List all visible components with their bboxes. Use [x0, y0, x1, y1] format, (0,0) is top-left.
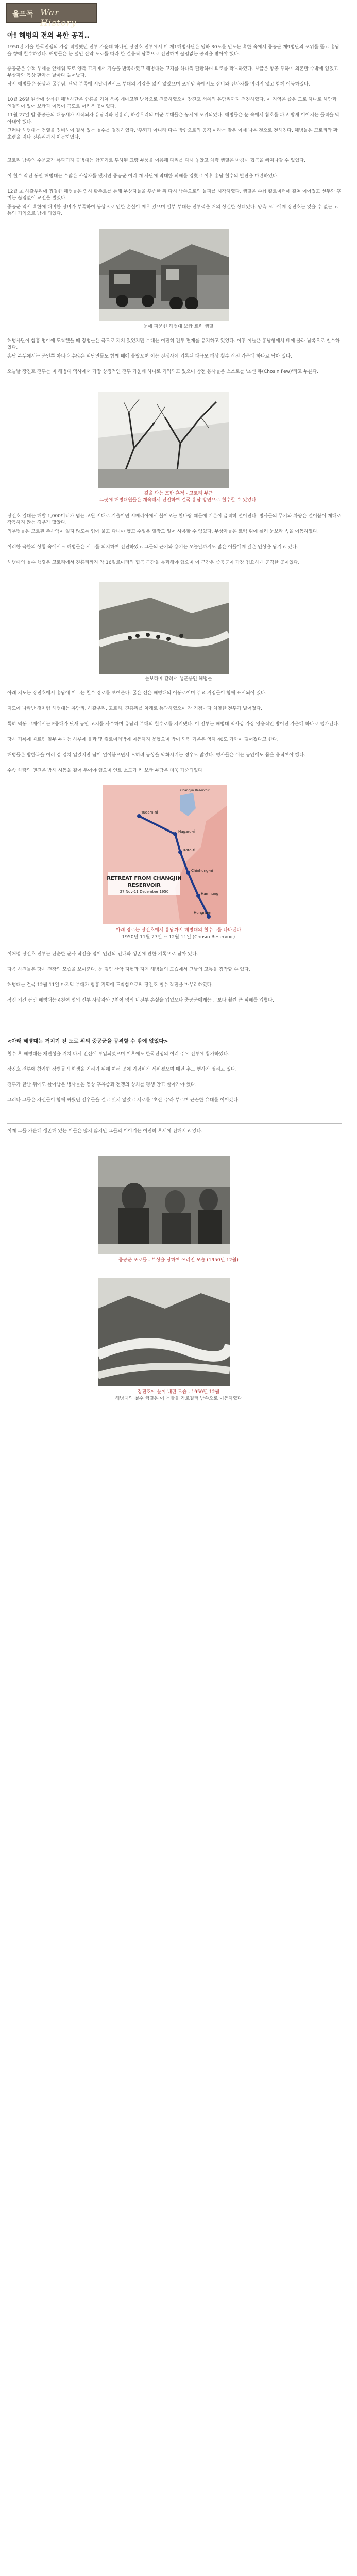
- photo-caption: 중공군 포로들 - 부상을 당하여 쓰러진 모습 (1950년 12월): [118, 1258, 239, 1263]
- paragraph: 12월 초 하갈우리에 집결한 해병들은 임시 활주로를 통해 부상자들을 후송한 뒤 다시 남쪽으로의 돌파를 시작하였다. 행렬은 수십 킬로미터에 걸쳐 이어졌고 선두와 후미는 끊임없이 교전을 벌였다.: [7, 189, 342, 201]
- paragraph: 해병대는 결국 12월 11일 마지막 부대가 함흥 지역에 도착함으로써 장진호 철수 작전을 마무리하였다.: [7, 982, 213, 988]
- photo-snow-march: [99, 582, 229, 674]
- map-place: Koto-ri: [183, 848, 196, 852]
- paragraph: 중공군은 수적 우세를 앞세워 도로 양측 고지에서 기습을 반복하였고 해병대는 고지를 하나씩 탈환하며 퇴로를 확보하였다. 보급은 항공 투하에 의존할 수밖에 없었고 부상자와 동상 환자는 날마다 늘어났다.: [7, 66, 338, 78]
- site-banner[interactable]: [6, 3, 97, 28]
- paragraph: 작전 기간 동안 해병대는 4천여 명의 전투 사상자와 7천여 명의 비전투 손실을 입었으나 중공군에게는 그보다 훨씬 큰 피해를 입혔다.: [7, 998, 274, 1003]
- map-caption: 아래 경로는 장진호에서 흥남까지 해병대의 철수로를 나타낸다: [115, 928, 242, 933]
- paragraph: 의무병들은 모르핀 주사액이 얼지 않도록 입에 물고 다녀야 했고 수혈용 혈장도 얼어 사용할 수 없었다. 부상자들은 트럭 위에 실려 눈보라 속을 이동하였다.: [7, 529, 319, 534]
- paragraph: 특히 덕동 고개에서는 F중대가 닷새 동안 고지를 사수하며 유담리 부대의 철수로를 지켜냈다. 이 전투는 해병대 역사상 가장 영웅적인 방어전 가운데 하나로 평가된다.: [7, 722, 339, 727]
- map-place: Hungnam: [194, 911, 212, 915]
- paragraph: 이러한 극한의 상황 속에서도 해병들은 서로를 의지하며 전진하였고 그들의 끈기와 용기는 오늘날까지도 많은 이들에게 깊은 인상을 남기고 있다.: [7, 545, 298, 550]
- paragraph: 지도에 나타난 것처럼 해병대는 유담리, 하갈우리, 고토리, 진흥리를 차례로 통과하였으며 각 거점마다 치열한 전투가 벌어졌다.: [7, 706, 262, 711]
- photo-caption: 장진호에 눈이 내린 모습 - 1950년 12월: [137, 1389, 220, 1395]
- divider: [7, 1123, 342, 1124]
- map-place: Hagaru-ri: [178, 829, 195, 834]
- paragraph: 해병들은 방한복을 여러 겹 겹쳐 입었지만 땀이 얼어붙으면서 오히려 동상을 악화시키는 경우도 많았다. 병사들은 쉬는 동안에도 몸을 움직여야 했다.: [7, 753, 305, 758]
- paragraph: 1950년 겨울 한국전쟁의 가장 격렬했던 전투 가운데 하나인 장진호 전투에서 미 제1해병사단은 영하 30도를 밑도는 혹한 속에서 중공군 제9병단의 포위를 뚫고 흥남을 향해 철수하였다. 해병들은 눈 덮인 산악 도로를 따라 한 걸음씩 남쪽으로 전진하며 끊임없는 공격을 받아야 했다.: [7, 45, 339, 57]
- paragraph: 이제 그들 가운데 생존해 있는 이들은 많지 않지만 그들의 이야기는 여전히 후세에 전해지고 있다.: [7, 1129, 203, 1134]
- paragraph: 아래 지도는 장진호에서 흥남에 이르는 철수 경로를 보여준다. 굵은 선은 해병대의 이동로이며 주요 거점들이 함께 표시되어 있다.: [7, 691, 267, 696]
- banner-brand-left: 울프독: [12, 10, 33, 19]
- pull-quote: <아래 해병대는 거치기 전 도로 위의 중공군을 공격할 수 밖에 없었다>: [7, 1039, 168, 1044]
- paragraph: 당시 해병들은 동상과 굶주림, 탄약 부족에 시달리면서도 부대의 기강을 잃지 않았으며 포위망 속에서도 장비와 전사자를 버리지 않고 함께 이동하였다.: [7, 82, 310, 87]
- photo-caption: 눈에 파묻힌 해병대 보급 트럭 행렬: [143, 324, 214, 329]
- photo-caption: 길을 막는 포탄 흔적 - 고토리 부근: [144, 491, 213, 496]
- paragraph: 해병대의 철수 행렬은 고토리에서 진흥리까지 약 16킬로미터의 협곡 구간을 통과해야 했으며 이 구간은 중공군이 가장 집요하게 공격한 곳이었다.: [7, 560, 300, 565]
- paragraph: 10월 26일 원산에 상륙한 해병사단은 함흥을 거쳐 북쪽 개마고원 방향으로 진출하였으며 장진호 서쪽의 유담리까지 전진하였다. 이 지역은 좁은 도로 하나로 해안과 연결되어 있어 보급과 이동이 극도로 어려운 곳이었다.: [7, 97, 337, 109]
- map-dates: 27 Nov-11 December 1950: [120, 890, 169, 894]
- paragraph: 이 철수 작전 동안 해병대는 수많은 사상자를 냈지만 중공군 여러 개 사단에 막대한 피해를 입혔고 이후 흥남 철수의 발판을 마련하였다.: [7, 174, 279, 179]
- paragraph: 고토리 남쪽의 수문교가 폭파되자 공병대는 항공기로 투하된 교량 부품을 이용해 다리를 다시 놓았고 차량 행렬은 마침내 협곡을 빠져나갈 수 있었다.: [7, 158, 305, 163]
- paragraph: 당시 기록에 따르면 일부 부대는 하루에 불과 몇 킬로미터밖에 이동하지 못했으며 밤이 되면 기온은 영하 40도 가까이 떨어졌다고 한다.: [7, 737, 279, 742]
- paragraph: 장진호 일대는 해발 1,000미터가 넘는 고원 지대로 겨울이면 시베리아에서 불어오는 찬바람 때문에 기온이 급격히 떨어진다. 병사들의 무기와 차량은 얼어붙어 제대로 작동하지 않는 경우가 많았다.: [7, 514, 342, 526]
- photo-caption: 눈보라에 갇혀서 행군중인 해병들: [145, 676, 212, 682]
- photo-caption-sub: 그곳에 해병대원들은 계속해서 전진하여 결국 흥남 방면으로 철수할 수 있었다.: [99, 498, 258, 503]
- banner-brand-right: War History: [40, 8, 77, 28]
- paragraph: 다음 사진들은 당시 전장의 모습을 보여준다. 눈 덮인 산악 지형과 지친 해병들의 모습에서 그날의 고통을 짐작할 수 있다.: [7, 967, 250, 972]
- paragraph: 흥남 부두에서는 군인뿐 아니라 수많은 피난민들도 함께 배에 올랐으며 이는 전쟁사에 기록된 대규모 해상 철수 작전 가운데 하나로 남아 있다.: [7, 354, 292, 359]
- paragraph: 11월 27일 밤 중공군의 대공세가 시작되자 유담리와 신흥리, 하갈우리의 미군 부대들은 동시에 포위되었다. 해병들은 눈 속에서 참호를 파고 밤새 이어지는 돌격을 막아내야 했다.: [7, 113, 340, 125]
- map-place: Yudam-ni: [141, 810, 158, 815]
- map-caption-sub: 1950년 11월 27일 ~ 12월 11일 (Chosin Reservoir): [122, 935, 235, 940]
- paragraph: 장진호 전투에 참가한 장병들의 희생을 기리기 위해 여러 곳에 기념비가 세워졌으며 매년 추모 행사가 열리고 있다.: [7, 1067, 237, 1072]
- map-place: Hamhung: [201, 892, 219, 896]
- map-place: Chinhung-ni: [191, 869, 213, 873]
- photo-truck-convoy: [99, 229, 229, 321]
- map-title: RETREAT FROM CHANGJIN: [107, 876, 182, 882]
- page-title: 아! 해병의 전의 육한 공격..: [7, 32, 90, 40]
- paragraph: 해병사단이 함흥 평야에 도착했을 때 장병들은 극도로 지쳐 있었지만 부대는 여전히 전투 편제를 유지하고 있었다. 이후 이들은 흥남항에서 배에 올라 남쪽으로 철수하였다.: [7, 338, 340, 350]
- paragraph: 그러나 그들은 자신들이 함께 싸웠던 전우들을 결코 잊지 않았고 서로를 '초신 퓨'라 부르며 끈끈한 유대를 이어갔다.: [7, 1098, 240, 1103]
- paragraph: 중공군 역시 혹한에 대비한 장비가 부족하여 동상으로 인한 손실이 매우 컸으며 일부 부대는 전투력을 거의 상실한 상태였다. 양측 모두에게 장진호는 잊을 수 없는 고통의 기억으로 남게 되었다.: [7, 205, 338, 216]
- map-title-line2: RESERVOIR: [128, 883, 161, 888]
- paragraph: 철수 후 해병대는 재편성을 거쳐 다시 전선에 투입되었으며 이후에도 한국전쟁의 여러 주요 전투에 참가하였다.: [7, 1052, 230, 1057]
- paragraph: 이처럼 장진호 전투는 단순한 군사 작전을 넘어 인간의 인내와 생존에 관한 기록으로 남아 있다.: [7, 952, 198, 957]
- paragraph: 오늘날 장진호 전투는 미 해병대 역사에서 가장 상징적인 전투 가운데 하나로 기억되고 있으며 참전 용사들은 스스로를 '초신 퓨(Chosin Few)'라고 부른다.: [7, 369, 319, 375]
- paragraph: 전투가 끝난 뒤에도 살아남은 병사들은 동상 후유증과 전쟁의 상처를 평생 안고 살아가야 했다.: [7, 1082, 197, 1088]
- map-retreat-route: [103, 785, 227, 924]
- photo-prisoners: [98, 1156, 230, 1254]
- photo-caption-sub: 해병대의 철수 행렬은 이 눈밭을 가로질러 남쪽으로 이동하였다: [115, 1396, 242, 1401]
- paragraph: 수송 차량의 엔진은 밤새 시동을 걸어 두어야 했으며 연료 소모가 커 보급 부담은 더욱 가중되었다.: [7, 768, 204, 773]
- paragraph: 그러나 해병대는 전열을 정비하여 질서 있는 철수를 결정하였다. '후퇴가 아니라 다른 방향으로의 공격'이라는 말은 이때 나온 것으로 전해진다. 해병들은 고토리와 황초령을 지나 진흥리까지 이동하였다.: [7, 128, 338, 140]
- photo-damaged-tree: [98, 392, 229, 488]
- map-place: Changjin Reservoir: [180, 789, 210, 792]
- photo-snowfield: [98, 1278, 230, 1386]
